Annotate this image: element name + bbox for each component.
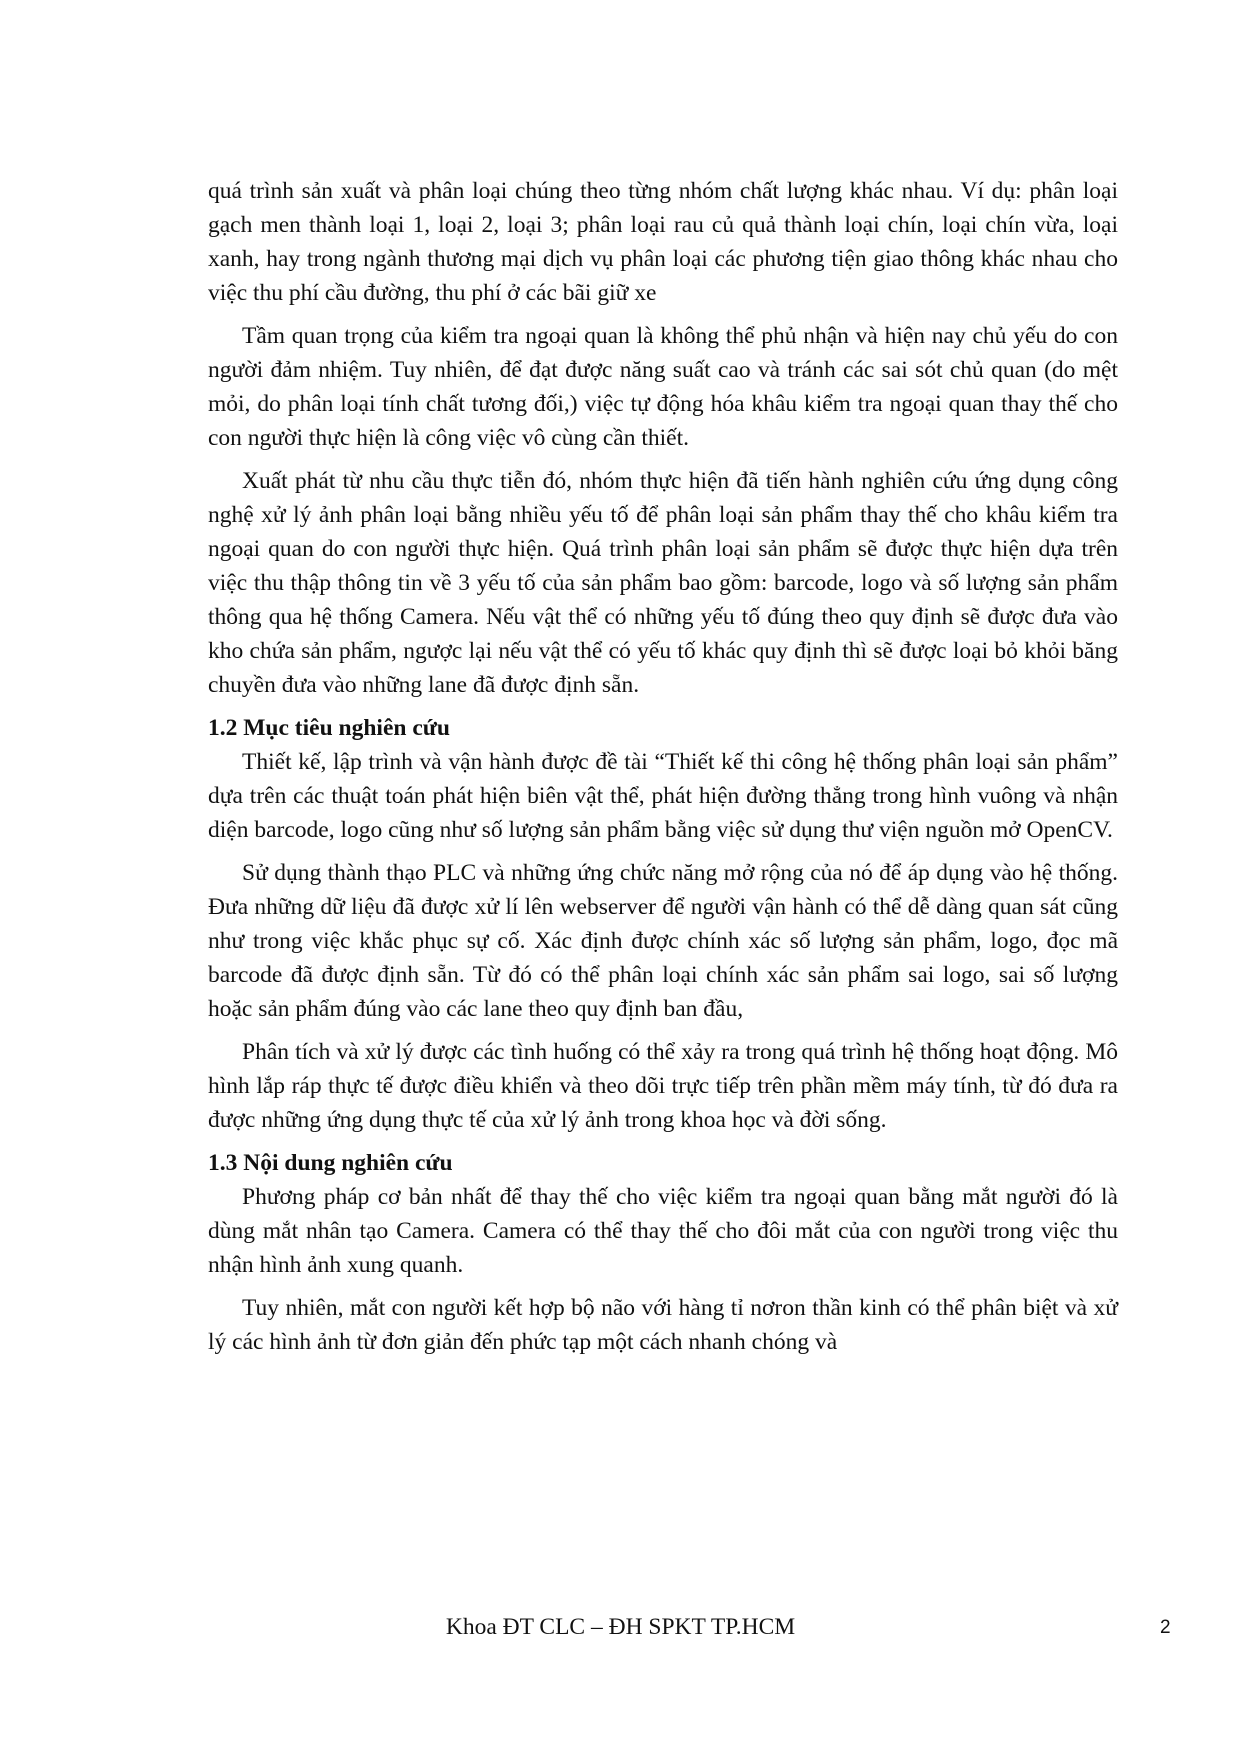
footer-text: Khoa ĐT CLC – ĐH SPKT TP.HCM <box>445 1614 796 1640</box>
paragraph-origin: Xuất phát từ nhu cầu thực tiễn đó, nhóm thực hiện đã tiến hành nghiên cứu ứng dụng công nghệ xử lý ảnh phân loại bằng nhiều yếu tố để phân loại sản phẩm thay thế cho khâu kiểm tra ngoại quan do con người thực hiện. Quá trình phân loại sản phẩm sẽ được thực hiện dựa trên việc thu thập thông tin về 3 yếu tố của sản phẩm bao gồm: barcode, logo và số lượng sản phẩm thông qua hệ thống Camera. Nếu vật thể có những yếu tố đúng theo quy định sẽ được đưa vào kho chứa sản phẩm, ngược lại nếu vật thể có yếu tố khác quy định thì sẽ được loại bỏ khỏi băng chuyền đưa vào những lane đã được định sẵn. <box>208 468 1118 698</box>
paragraph-objective-2: Sử dụng thành thạo PLC và những ứng chức năng mở rộng của nó để áp dụng vào hệ thống. Đưa những dữ liệu đã được xử lí lên webserver để người vận hành có thể dễ dàng quan sát cũng như trong việc khắc phục sự cố. Xác định được chính xác số lượng sản phẩm, logo, đọc mã barcode đã được định sẵn. Từ đó có thể phân loại chính xác sản phẩm sai logo, sai số lượng hoặc sản phẩm đúng vào các lane theo quy định ban đầu, <box>208 860 1118 1022</box>
paragraph-continuation: quá trình sản xuất và phân loại chúng theo từng nhóm chất lượng khác nhau. Ví dụ: phân loại gạch men thành loại 1, loại 2, loại 3; phân loại rau củ quả thành loại chín, loại chín vừa, loại xanh, hay trong ngành thương mại dịch vụ phân loại các phương tiện giao thông khác nhau cho việc thu phí cầu đường, thu phí ở các bãi giữ xe <box>208 178 1118 306</box>
section-heading-1-2: 1.2 Mục tiêu nghiên cứu <box>208 715 450 741</box>
paragraph-content-2: Tuy nhiên, mắt con người kết hợp bộ não với hàng tỉ nơron thần kinh có thể phân biệt và xử lý các hình ảnh từ đơn giản đến phức tạp một cách nhanh chóng và <box>208 1295 1118 1355</box>
page-number: 2 <box>1160 1617 1171 1638</box>
paragraph-importance: Tầm quan trọng của kiểm tra ngoại quan là không thể phủ nhận và hiện nay chủ yếu do con người đảm nhiệm. Tuy nhiên, để đạt được năng suất cao và tránh các sai sót chủ quan (do mệt mỏi, do phân loại tính chất tương đối,) việc tự động hóa khâu kiểm tra ngoại quan thay thế cho con người thực hiện là công việc vô cùng cần thiết. <box>208 323 1118 451</box>
section-heading-1-3: 1.3 Nội dung nghiên cứu <box>208 1150 453 1176</box>
paragraph-content-1: Phương pháp cơ bản nhất để thay thế cho việc kiểm tra ngoại quan bằng mắt người đó là dùng mắt nhân tạo Camera. Camera có thể thay thế cho đôi mắt của con người trong việc thu nhận hình ảnh xung quanh. <box>208 1184 1118 1278</box>
paragraph-objective-1: Thiết kế, lập trình và vận hành được đề tài “Thiết kế thi công hệ thống phân loại sản phẩm” dựa trên các thuật toán phát hiện biên vật thể, phát hiện đường thẳng trong hình vuông và nhận diện barcode, logo cũng như số lượng sản phẩm bằng việc sử dụng thư viện nguồn mở OpenCV. <box>208 749 1118 843</box>
page-body <box>208 174 1118 1368</box>
paragraph-objective-3: Phân tích và xử lý được các tình huống có thể xảy ra trong quá trình hệ thống hoạt động. Mô hình lắp ráp thực tế được điều khiển và theo dõi trực tiếp trên phần mềm máy tính, từ đó đưa ra được những ứng dụng thực tế của xử lý ảnh trong khoa học và đời sống. <box>208 1039 1118 1133</box>
